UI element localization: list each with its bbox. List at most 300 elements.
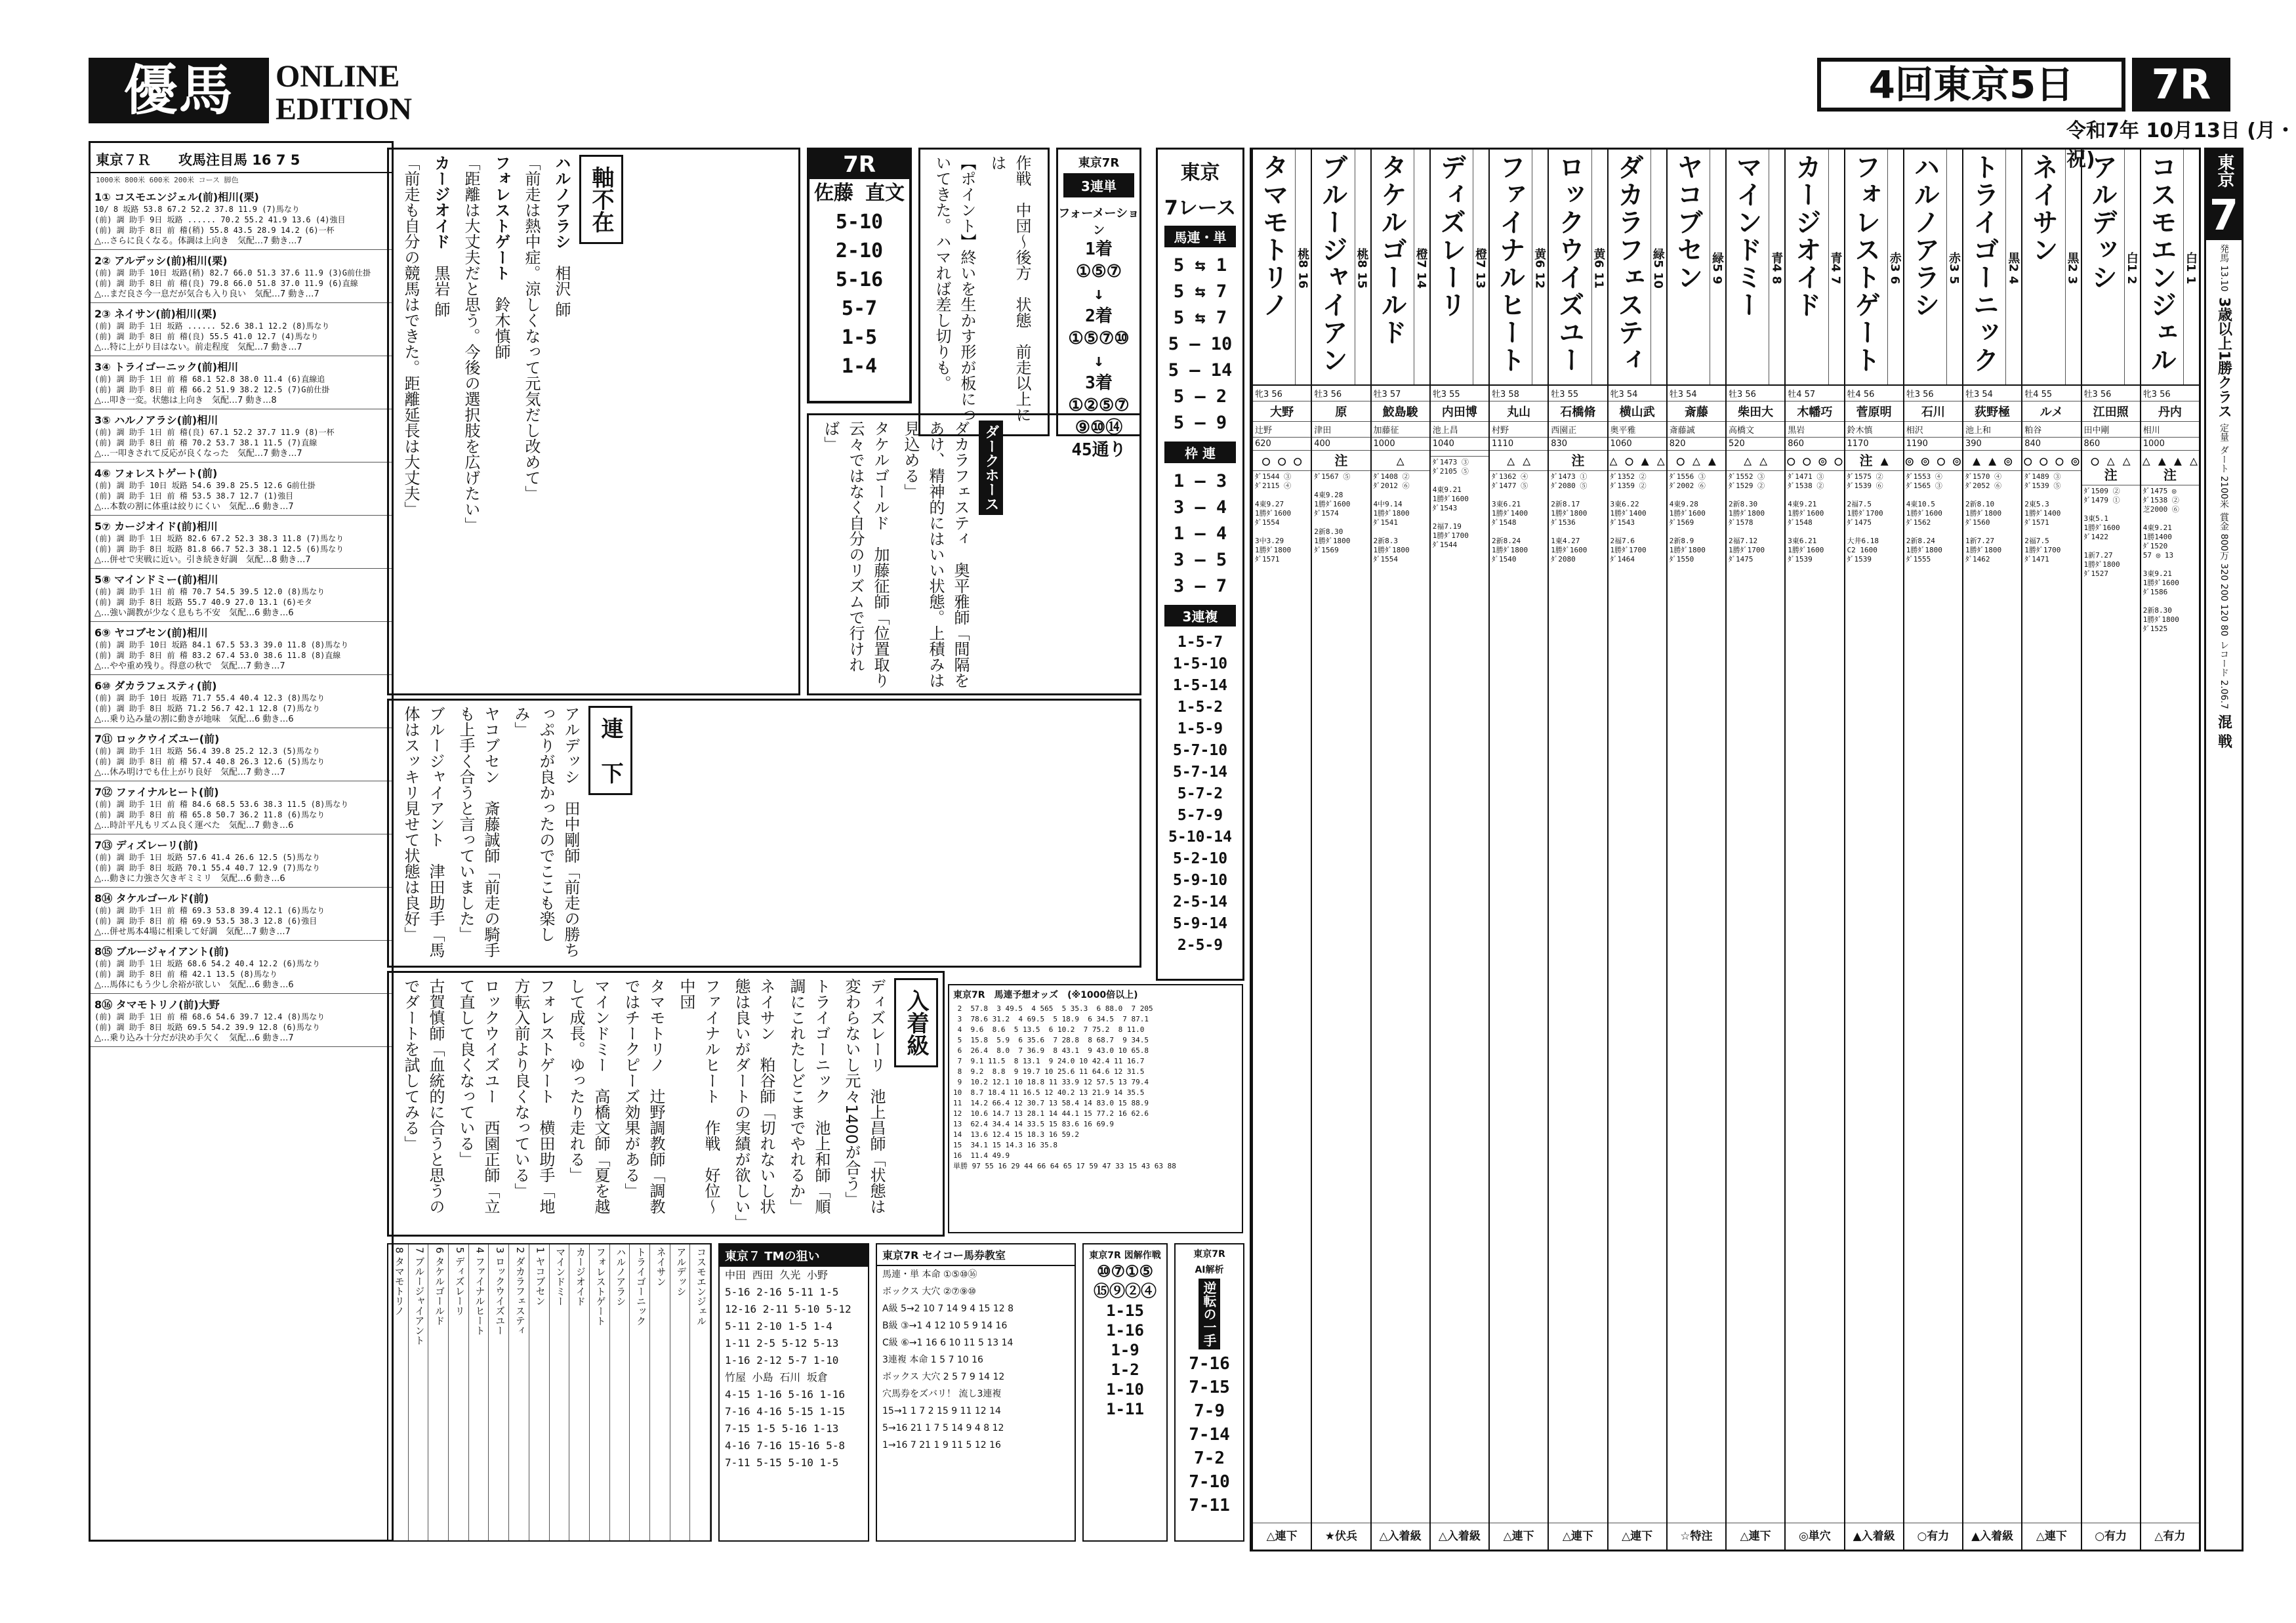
workout-line: (前) 調 助手 1日 前 稽 53.5 38.7 12.7 (1)強目 [94,491,294,501]
workout-line: (前) 調 助手 8日 前 稽 69.9 53.5 38.3 12.8 (6)強目 [94,916,318,926]
umaren-pick: 5 ⇆ 7 [1173,308,1227,328]
horse-trainer: 相沢 [1904,422,1962,438]
workout-line: (前) 調 助手 8日 坂路 55.7 40.9 27.0 13.1 (6)モタ [94,598,312,607]
horse-evaluation: △連下 [1562,1530,1593,1543]
tm-row: 竹屋 小島 石川 坂倉 [725,1371,828,1384]
workout-line: (前) 調 助手 8日 前 稽 57.4 40.8 26.3 12.6 (5)馬なり [94,757,325,766]
horse-jockey: 斎藤 [1668,401,1725,422]
horse-post: 黒2 4 [2005,150,2021,384]
ai-pick: 7-15 [1189,1378,1230,1397]
workout-line: (前) 調 助手 1日 坂路 56.4 39.8 25.2 12.3 (5)馬なり [94,747,320,756]
horse-past-races: ﾀﾞ1552 ③ ﾀﾞ1529 ② 2新8.30 1勝ﾀﾞ1800 ﾀﾞ1578 2福7.12 1勝ﾀﾞ1700 ﾀﾞ1475 [1727,471,1784,1523]
odds-row: 8 9.2 8.8 9 19.7 10 25.6 11 64.6 12 31.5 [953,1067,1145,1076]
horse-sex-weight: 牡3 54 [1963,386,2021,401]
tm-rows [720,1267,868,1471]
horse-jockey: 丹内 [2141,401,2199,422]
tfm-row: ①⑤⑦⑩ [1068,329,1130,348]
workout-line: (前) 調 助手 1日 坂路 68.6 54.2 40.4 12.2 (6)馬なり [94,959,320,968]
workout-line: (前) 調 助手 8日 坂路 81.8 66.7 52.3 38.1 12.5 (6)馬なり [94,544,344,554]
workout-horse-name: 4⑥ フォレストゲート(前) [94,467,218,480]
waku-pick: 3 — 7 [1173,576,1227,596]
workout-line: (前) 調 助手 1日 坂路 ...... 52.6 38.1 12.2 (8)馬なり [94,321,330,331]
horse-prize: 1190 [1904,438,1962,451]
horse-sex-weight: 牝3 56 [2141,386,2199,401]
horse-marks: ▲ ▲ ◎ [1963,451,2021,471]
waku-pick: 3 — 4 [1173,497,1227,518]
workout-line: (前) 調 助手 10日 坂路 71.7 55.4 40.4 12.3 (8)馬なり [94,693,325,703]
workout-comment: △…併せで実戦に近い。引き続き好調 気配…8 動き…7 [94,555,311,565]
workout-horse-name: 8⑭ タケルゴールド(前) [94,892,209,905]
horse-header [2022,150,2080,386]
seiko-box [876,1243,1076,1542]
tm-mark-column: 4 ファイナルヒート [469,1244,489,1540]
horse-past-races: ﾀﾞ1575 ② ﾀﾞ1539 ⑥ 2福7.5 1勝ﾀﾞ1700 ﾀﾞ1475 大井6.18 C2 1600 ﾀﾞ1539 [1845,471,1903,1523]
horse-past-races: ﾀﾞ1362 ④ ﾀﾞ1477 ⑤ 3東6.21 1勝ﾀﾞ1400 ﾀﾞ1548 2新8.24 1勝ﾀﾞ1800 ﾀﾞ1540 [1490,471,1548,1523]
horse-jockey: 菅原明 [1845,401,1903,422]
horse-trainer: 津田 [1312,422,1370,438]
logo-sub-edition: EDITION [276,92,413,127]
tfm-row: ↓ [1094,351,1104,371]
race-number: 7R [2132,58,2230,112]
horse-name: フォレストゲート [1850,154,1881,374]
tm-mark-column: フォレストゲート [590,1244,610,1540]
workout-comment: △…併せ馬本4場に相乗して好調 気配…7 動き…7 [94,927,291,937]
ai-sub: 逆転の一手 [1199,1279,1220,1349]
horse-evaluation: △有力 [2154,1530,2186,1543]
horse-marks: △ △ [1727,451,1784,471]
odds-row: 6 26.4 8.0 7 36.9 8 43.1 9 43.0 10 65.8 [953,1046,1149,1055]
predictor-race: 7R [810,150,909,179]
odds-row: 11 14.2 66.4 12 30.7 13 58.4 14 83.0 15 88.9 [953,1099,1149,1107]
horse-evaluation: ★伏兵 [1324,1530,1357,1543]
haruno-name: ハルノアラシ [552,155,571,249]
race-side-prize: 賞金 800万 320 200 120 80 [2219,512,2229,637]
horse-column [2081,150,2140,1550]
sanrenpuku-pick: 1-5-7 [1177,634,1223,651]
race-side-class: 3歳以上1勝クラス [2215,297,2232,419]
ai-pick: 7-2 [1194,1448,1225,1468]
workout-line: (前) 調 助手 8日 坂路 71.2 56.7 42.1 12.8 (7)馬なり [94,704,320,713]
tm-mark-column: 7 ブルージャイアント [409,1244,429,1540]
kaziod-comment: 「前走も自分の競馬はできた。距離延長は大丈夫」 [401,155,420,517]
horse-jockey: ルメ [2022,401,2080,422]
workout-horse-name: 3④ トライゴーニック(前)相川 [94,361,239,373]
tm-mark-column: 8 タマモトリノ [388,1244,409,1540]
horse-evaluation: △連下 [1503,1530,1534,1543]
horse-sex-weight: 牡4 55 [2022,386,2080,401]
horse-marks: ○ ○ ○ [1253,451,1311,471]
horse-past-races: ﾀﾞ1408 ② ﾀﾞ2012 ⑥ 4中9.14 1勝ﾀﾞ1800 ﾀﾞ1541 2新8.3 1勝ﾀﾞ1800 ﾀﾞ1554 [1372,471,1429,1523]
workout-comment: △…強い調教が少なく息もち不安 気配…6 動き…6 [94,608,294,618]
workout-entry [91,675,392,728]
tm-mark-column: カージオイド [569,1244,590,1540]
horse-past-races: ﾀﾞ1556 ③ ﾀﾞ2002 ⑥ 4東9.28 1勝ﾀﾞ1600 ﾀﾞ1569 2新8.9 1勝ﾀﾞ1800 ﾀﾞ1550 [1668,471,1725,1523]
workout-horse-name: 5⑧ マインドミー(前)相川 [94,573,218,586]
comment-panel-main [387,148,800,695]
tm-mark-column: 5 ディズレーリ [449,1244,469,1540]
horse-trainer: 池上和 [1963,422,2021,438]
comment-block-1: 【ポイント】終いを生かす形が板についてきた。ハマれば差し切りも。 [933,155,976,422]
horse-name: ディズレーリ [1436,154,1466,319]
race-side-panel [2204,148,2244,1551]
tm-row: 7-11 5-15 5-10 1-5 [725,1456,839,1469]
horse-post: 桃8 15 [1355,150,1370,384]
horse-jockey: 内田博 [1431,401,1488,422]
seiko-rows [877,1266,1075,1454]
workout-comment: △…一叩きされて反応が良くなった 気配…7 動き…7 [94,449,302,459]
comment-block-4: アルデッシ 田中剛師「前走の勝ちっぷりが良かったのでここも楽しみ」 [512,706,580,958]
horse-name: カージオイド [1791,154,1822,319]
workout-comment: △…乗り込み量の割に動きが地味 気配…6 動き…6 [94,714,294,724]
zukai-top: ⑩⑦①⑤ [1096,1262,1154,1281]
tm-row: 12-16 2-11 5-10 5-12 [725,1303,851,1315]
logo-sub-online: ONLINE [276,59,400,94]
workout-horse-name: 5⑦ カージオイド(前)相川 [94,520,218,533]
horse-past-races: ﾀﾞ1489 ③ ﾀﾞ1539 ⑤ 2東5.3 1勝ﾀﾞ1400 ﾀﾞ1571 2福7.5 1勝ﾀﾞ1700 ﾀﾞ1471 [2022,471,2080,1523]
horse-evaluation: ☆特注 [1680,1530,1713,1543]
tm-mark-column: ネイサン [650,1244,670,1540]
horse-sex-weight: 牡3 58 [1490,386,1548,401]
horse-sex-weight: 牡4 57 [1786,386,1843,401]
horse-evaluation: △連下 [1266,1530,1298,1543]
horse-evaluation: ▲入着級 [1853,1530,1895,1543]
workout-horse-name: 7⑬ ディズレーリ(前) [94,839,199,852]
comment-block-14: ロックウイズユー 西園正師「立て直して良くなっている」 [457,978,500,1214]
workout-line: (前) 調 助手 1日 前 稽(良) 67.1 52.2 37.7 11.9 (8)一杯 [94,428,335,437]
workout-line: (前) 調 助手 8日 前 稽 70.2 53.7 38.1 11.5 (7)直線 [94,438,318,447]
horse-name: ヤコブセン [1673,154,1703,291]
tm-row: 5-16 2-16 5-11 1-5 [725,1286,839,1298]
horse-name: ブルージャイアン [1317,154,1348,374]
odds-row: 13 62.4 34.4 14 33.5 15 83.6 16 69.9 [953,1120,1123,1128]
horse-post: 白1 1 [2183,150,2199,384]
forest-name: フォレストゲート [492,155,510,281]
horse-post: 黒2 3 [2065,150,2081,384]
horse-column [2140,150,2199,1550]
horse-column [1725,150,1784,1550]
horse-column [1488,150,1548,1550]
comment-block-5: ヤコブセン 斎藤誠師「前走の騎手も上手く合うと言っていました」 [457,706,500,958]
horse-sex-weight: 牡3 56 [1904,386,1962,401]
horse-jockey: 荻野極 [1963,401,2021,422]
horse-header [1253,150,1311,386]
predictor-pick: 5-7 [841,297,878,320]
zukai-title: 東京7R 図解作戦 [1089,1250,1161,1261]
workout-entry [91,303,392,356]
tfm-row: ①②⑤⑦ [1068,396,1130,415]
odds-grid [949,1004,1242,1161]
tm-mark-column: 1 ヤコブセン [529,1244,550,1540]
bet-picks-column [1156,148,1244,981]
sanrenpuku-pick: 5-7-10 [1172,742,1228,759]
odds-row: 7 9.1 11.5 8 13.1 9 24.0 10 42.4 11 16.7 [953,1057,1145,1065]
odds-title: 東京7R 馬連予想オッズ (※1000倍以上) [953,990,1138,1000]
horse-trainer: 西園正 [1549,422,1607,438]
horse-header [1490,150,1548,386]
ai-pick: 7-14 [1189,1425,1230,1445]
predictor-box [807,148,912,403]
nyuchaku-text [389,973,942,1235]
horse-trainer: 斎藤誠 [1668,422,1725,438]
horse-prize: 830 [1549,438,1607,451]
nyuchaku-panel [387,971,945,1237]
horse-past-races: ﾀﾞ1509 ② ﾀﾞ1479 ① 3東5.1 1勝ﾀﾞ1600 ﾀﾞ1422 1新7.27 1勝ﾀﾞ1800 ﾀﾞ1527 [2082,485,2140,1523]
horse-sex-weight: 牡3 57 [1372,386,1429,401]
horse-header [1786,150,1843,386]
horse-jockey: 江田照 [2082,401,2140,422]
ai-rows [1176,1352,1243,1517]
workout-entry [91,186,392,250]
odds-row: 12 10.6 14.7 13 28.1 14 44.1 15 77.2 16 62.6 [953,1109,1149,1118]
workout-horse-name: 1① コスモエンジェル(前)相川(栗) [94,191,259,203]
odds-row: 16 11.4 49.9 [953,1151,1019,1160]
sanrenpuku-pick: 5-10-14 [1168,829,1232,846]
seiko-title: 東京7R セイコー馬券教室 [877,1244,1075,1266]
horse-prize: 1110 [1490,438,1548,451]
sanrenpuku-pick: 5-9-14 [1172,915,1228,932]
workout-line: (前) 調 助手 8日 前 稽(良) 79.8 66.0 51.8 37.0 11.9 (6)直線 [94,279,358,288]
tm-mark-column: ハルノアラシ [610,1244,630,1540]
dark-horse-label: ダークホース [979,421,1003,515]
workout-entry [91,409,392,462]
seiko-row: ボックス 大穴 ②⑦⑨⑩ [882,1286,976,1297]
waku-pick: 1 — 3 [1173,471,1227,491]
workout-horse-name: 6⑨ ヤコブセン(前)相川 [94,627,208,639]
predictor-pick: 5-16 [835,268,884,291]
tm-row: 中田 西田 久光 小野 [725,1269,828,1281]
waku-pick: 3 — 5 [1173,550,1227,570]
workout-entry [91,728,392,781]
horse-trainer: 粕谷 [2022,422,2080,438]
horse-evaluation: △連下 [1622,1530,1653,1543]
race-side-time: 発馬 13.10 [2219,244,2229,292]
horse-name: ファイナルヒート [1495,154,1526,374]
workout-entry [91,994,392,1047]
tm-mark-table [387,1243,712,1542]
horse-post: 白1 2 [2124,150,2140,384]
tm-row: 7-16 4-16 5-15 1-15 [725,1405,846,1418]
comment-block-10: ファイナルヒート 作戦 好位〜中団 [677,978,720,1214]
workout-comment: △…休み明けでも仕上がり良好 気配…7 動き…7 [94,768,285,777]
horse-column [1252,150,1311,1550]
horse-past-races: ﾀﾞ1570 ④ ﾀﾞ2052 ⑥ 2新8.10 1勝ﾀﾞ1800 ﾀﾞ1560 1新7.27 1勝ﾀﾞ1800 ﾀﾞ1462 [1963,471,2021,1523]
workout-horse-name: 7⑫ ファイナルヒート(前) [94,786,219,798]
workout-line: (前) 調 助手 1日 前 稽 68.6 54.6 39.7 12.4 (8)馬なり [94,1012,325,1021]
workout-comment: △…時計平凡もリズム良く運べた 気配…7 動き…6 [94,821,294,831]
seiko-row: A級 5→2 10 7 14 9 4 15 12 8 [882,1304,1014,1314]
horse-name: ロックウイズユー [1554,154,1585,374]
tfm-row: ↓ [1094,284,1104,304]
predictor-pick: 2-10 [835,239,884,262]
workout-subheading: 1000米 800米 600米 200米 コース 脚色 [96,176,239,184]
workout-horse-name: 6⑩ ダカラフェスティ(前) [94,680,217,692]
zukai-pick: 1-11 [1106,1400,1144,1418]
horse-post: 桃8 16 [1295,150,1311,384]
workout-line: (前) 調 助手 8日 前 稽(良) 55.5 41.0 12.7 (4)馬なり [94,332,319,341]
ai-pick: 7-9 [1194,1401,1225,1421]
comment-block-11: タマモトリノ 辻野調教師「調教ではチークピーズ効果がある」 [622,978,665,1214]
workout-comment: △…馬体にもう少し余裕が欲しい 気配…6 動き…6 [94,980,294,990]
horse-marks: △ [1372,451,1429,471]
comment-block-9: ネイサン 粕谷師「切れないし状態は良いがダートの実績が欲しい」 [732,978,775,1230]
horse-column [1370,150,1429,1550]
workout-list [91,186,392,1047]
horse-header [2141,150,2199,386]
umaren-pick: 5 ⇆ 1 [1173,255,1227,276]
ai-pick: 7-16 [1189,1354,1230,1374]
dark-horse-panel [807,413,1141,695]
horse-marks: △ ○ ▲ △ [1609,451,1666,471]
race-date: 令和7年 10月13日 (月・祝) [2066,119,2295,171]
bet-waku-label: 枠 連 [1164,442,1236,463]
bet-waku-picks [1158,468,1242,600]
sanrenpuku-pick: 1-5-10 [1172,655,1228,672]
horse-evaluation: ◎単穴 [1798,1530,1831,1543]
comment-block-8: トライゴーニック 池上和師「順調にこれたしどこまでやれるか」 [787,978,830,1214]
horse-header [2082,150,2140,386]
horse-sex-weight: 牡3 56 [1312,386,1370,401]
race-side-num: 7 [2206,192,2242,240]
workout-line: (前) 調 助手 1日 坂路 57.6 41.4 26.6 12.5 (5)馬なり [94,853,320,862]
umaren-pick: 5 ⇆ 7 [1173,281,1227,302]
sanrenpuku-pick: 5-7-9 [1177,807,1223,824]
predictor-pick: 5-10 [835,211,884,234]
forest-trainer: 鈴木慎師 [492,297,510,360]
workout-line: (前) 調 助手 1日 前 稽 68.1 52.8 38.0 11.4 (6)直線追 [94,375,325,384]
seiko-row: 15→1 1 7 2 15 9 11 12 14 [882,1406,1001,1416]
forest-comment: 「距離は大丈夫だと思う。今後の選択肢を広げたい」 [462,155,480,533]
horse-trainer: 黒岩 [1786,422,1843,438]
race-side-bottom: 混 戦 [2215,714,2232,749]
horse-prize: 520 [1727,438,1784,451]
workout-entry [91,834,392,888]
horse-post: 青4 7 [1828,150,1844,384]
horse-name: トライゴーニック [1969,154,1999,374]
workout-entry [91,462,392,516]
horse-jockey: 石川 [1904,401,1962,422]
horse-jockey: 鮫島駿 [1372,401,1429,422]
horse-prize: 860 [1786,438,1843,451]
workout-line: (前) 調 助手 8日 前 稽 65.8 50.7 36.2 11.8 (6)馬なり [94,810,325,819]
horse-column [1548,150,1607,1550]
horse-sex-weight: 牝3 54 [1609,386,1666,401]
seiko-row: 馬連・単 本命 ①⑤⑩⑯ [882,1269,977,1280]
workout-line: (前) 調 助手 8日 前 稽 42.1 13.5 (8)馬なり [94,970,277,979]
kaziod-trainer: 黒岩 師 [432,265,450,318]
workout-comment: △…乗り込み十分だが決め手欠く 気配…6 動き…7 [94,1033,294,1043]
tm-mark-column: 2 ダカラフェスティ [509,1244,529,1540]
comment-block-0: 作戦 中団〜後方 状態 前走以上には [988,155,1031,422]
ai-label: AI解析 [1195,1265,1224,1275]
workout-entry [91,516,392,569]
horse-header [1727,150,1784,386]
logo: 優馬 [89,58,269,123]
horse-trainer: 高橋文 [1727,422,1784,438]
zukai-pick: 1-2 [1111,1361,1139,1379]
odds-row: 2 57.8 3 49.5 4 565 5 35.3 6 88.0 7 205 [953,1004,1153,1013]
horse-trainer: 加藤征 [1372,422,1429,438]
haruno-comment: 「前走は熱中症。涼しくなって元気だし改めて」 [522,155,541,501]
horse-column [1962,150,2021,1550]
horse-past-races: ﾀﾞ1567 ⑤ 4東9.28 1勝ﾀﾞ1600 ﾀﾞ1574 2新8.30 1勝ﾀﾞ1800 ﾀﾞ1569 [1312,471,1370,1523]
tm-row: 7-15 1-5 5-16 1-13 [725,1422,839,1435]
horse-name: ダカラフェスティ [1613,154,1644,374]
comment-block-15: 古賀慎師「血統的に合うと思うのでダートを試してみる」 [401,978,445,1214]
horse-post: 橙7 14 [1414,150,1429,384]
horse-column [1784,150,1843,1550]
sanrenpuku-pick: 1-5-14 [1172,677,1228,694]
odds-row: 15 34.1 15 14.3 16 35.8 [953,1141,1067,1149]
horse-marks: ○ ○ ○ ◎ [2022,451,2080,471]
workout-line: (前) 調 助手 8日 前 稽(稍) 55.8 43.5 28.9 14.2 (6)一杯 [94,226,335,235]
tfm-sub: フォーメーション [1058,207,1139,237]
horse-column [1903,150,1962,1550]
ai-box [1174,1243,1244,1542]
bet-sanrenpuku-picks [1158,632,1242,956]
comment-block-6: ブルージャイアント 津田助手「馬体はスッキリ見せて状態は良好」 [401,706,445,958]
horse-prize: 1040 [1431,438,1488,451]
horse-evaluation: △入着級 [1438,1530,1481,1543]
horse-header [1431,150,1488,386]
sanrenpuku-pick: 5-9-10 [1172,872,1228,889]
kaziod-name: カージオイド [432,155,450,249]
workout-entry [91,888,392,941]
horse-column [2021,150,2080,1550]
sanrenpuku-pick: 5-2-10 [1172,850,1228,867]
workout-horse-name: 3⑤ ハルノアラシ(前)相川 [94,414,218,426]
ai-pick: 7-11 [1189,1496,1230,1515]
horse-name: ハルノアラシ [1910,154,1940,319]
logo-subtitle [276,60,412,126]
workout-line: (前) 調 助手 8日 坂路 69.5 54.2 39.9 12.8 (6)馬なり [94,1023,320,1032]
seiko-row: 3連複 本命 1 5 7 10 16 [882,1355,983,1365]
zukai-pick: 1-15 [1106,1302,1144,1320]
horse-header [1963,150,2021,386]
workout-line: (前) 調 助手 10日 坂路(稍) 82.7 66.0 51.3 37.6 11.9 (3)G前仕掛 [94,268,371,277]
horse-marks: ◎ ◎ ○ ◎ [1904,451,1962,471]
horse-header [1372,150,1429,386]
horse-column [1311,150,1370,1550]
workout-line: (前) 調 助手 1日 前 稽 69.3 53.8 39.4 12.1 (6)馬なり [94,906,325,915]
tfm-row: ⑨⑩⑭ [1075,418,1123,438]
bet-umaren-picks [1158,253,1242,436]
workout-line: (前) 調 助手 1日 前 稽 84.6 68.5 53.6 38.3 11.5 (8)馬なり [94,800,349,809]
renka-panel [387,699,1141,968]
horse-post: 黄6 12 [1532,150,1548,384]
race-side-track: 東京 [2206,150,2244,192]
workout-line: (前) 調 助手 1日 坂路 82.6 67.2 52.3 38.3 11.8 (7)馬なり [94,534,344,543]
horse-evaluation: ○有力 [1917,1530,1950,1543]
tm-title: 東京７ TMの狙い [720,1244,868,1267]
horse-name: タケルゴールド [1376,154,1407,346]
seiko-row: ボックス 大穴 2 5 7 9 14 12 [882,1372,1005,1382]
horse-prize: 620 [1253,438,1311,451]
workout-entry [91,622,392,675]
horse-post: 緑5 10 [1650,150,1666,384]
horse-evaluation: ▲入着級 [1971,1530,2014,1543]
workout-entry [91,250,392,303]
sanrenpuku-pick: 1-5-9 [1177,720,1223,737]
horse-evaluation: ○有力 [2095,1530,2127,1543]
race-side-record: レコード 2.06.7 [2219,640,2229,710]
workout-entry [91,781,392,834]
zukai-rows [1084,1301,1166,1419]
horse-sex-weight: 牡4 56 [1845,386,1903,401]
horse-sex-weight: 牝3 55 [1431,386,1488,401]
odds-row: 10 8.7 18.4 11 16.5 12 40.2 13 21.9 14 35.5 [953,1088,1145,1097]
workout-line: (前) 調 助手 9日 坂路 ...... 70.2 55.2 41.9 13.6 (4)強目 [94,215,346,224]
horse-sex-weight: 牡3 55 [1549,386,1607,401]
